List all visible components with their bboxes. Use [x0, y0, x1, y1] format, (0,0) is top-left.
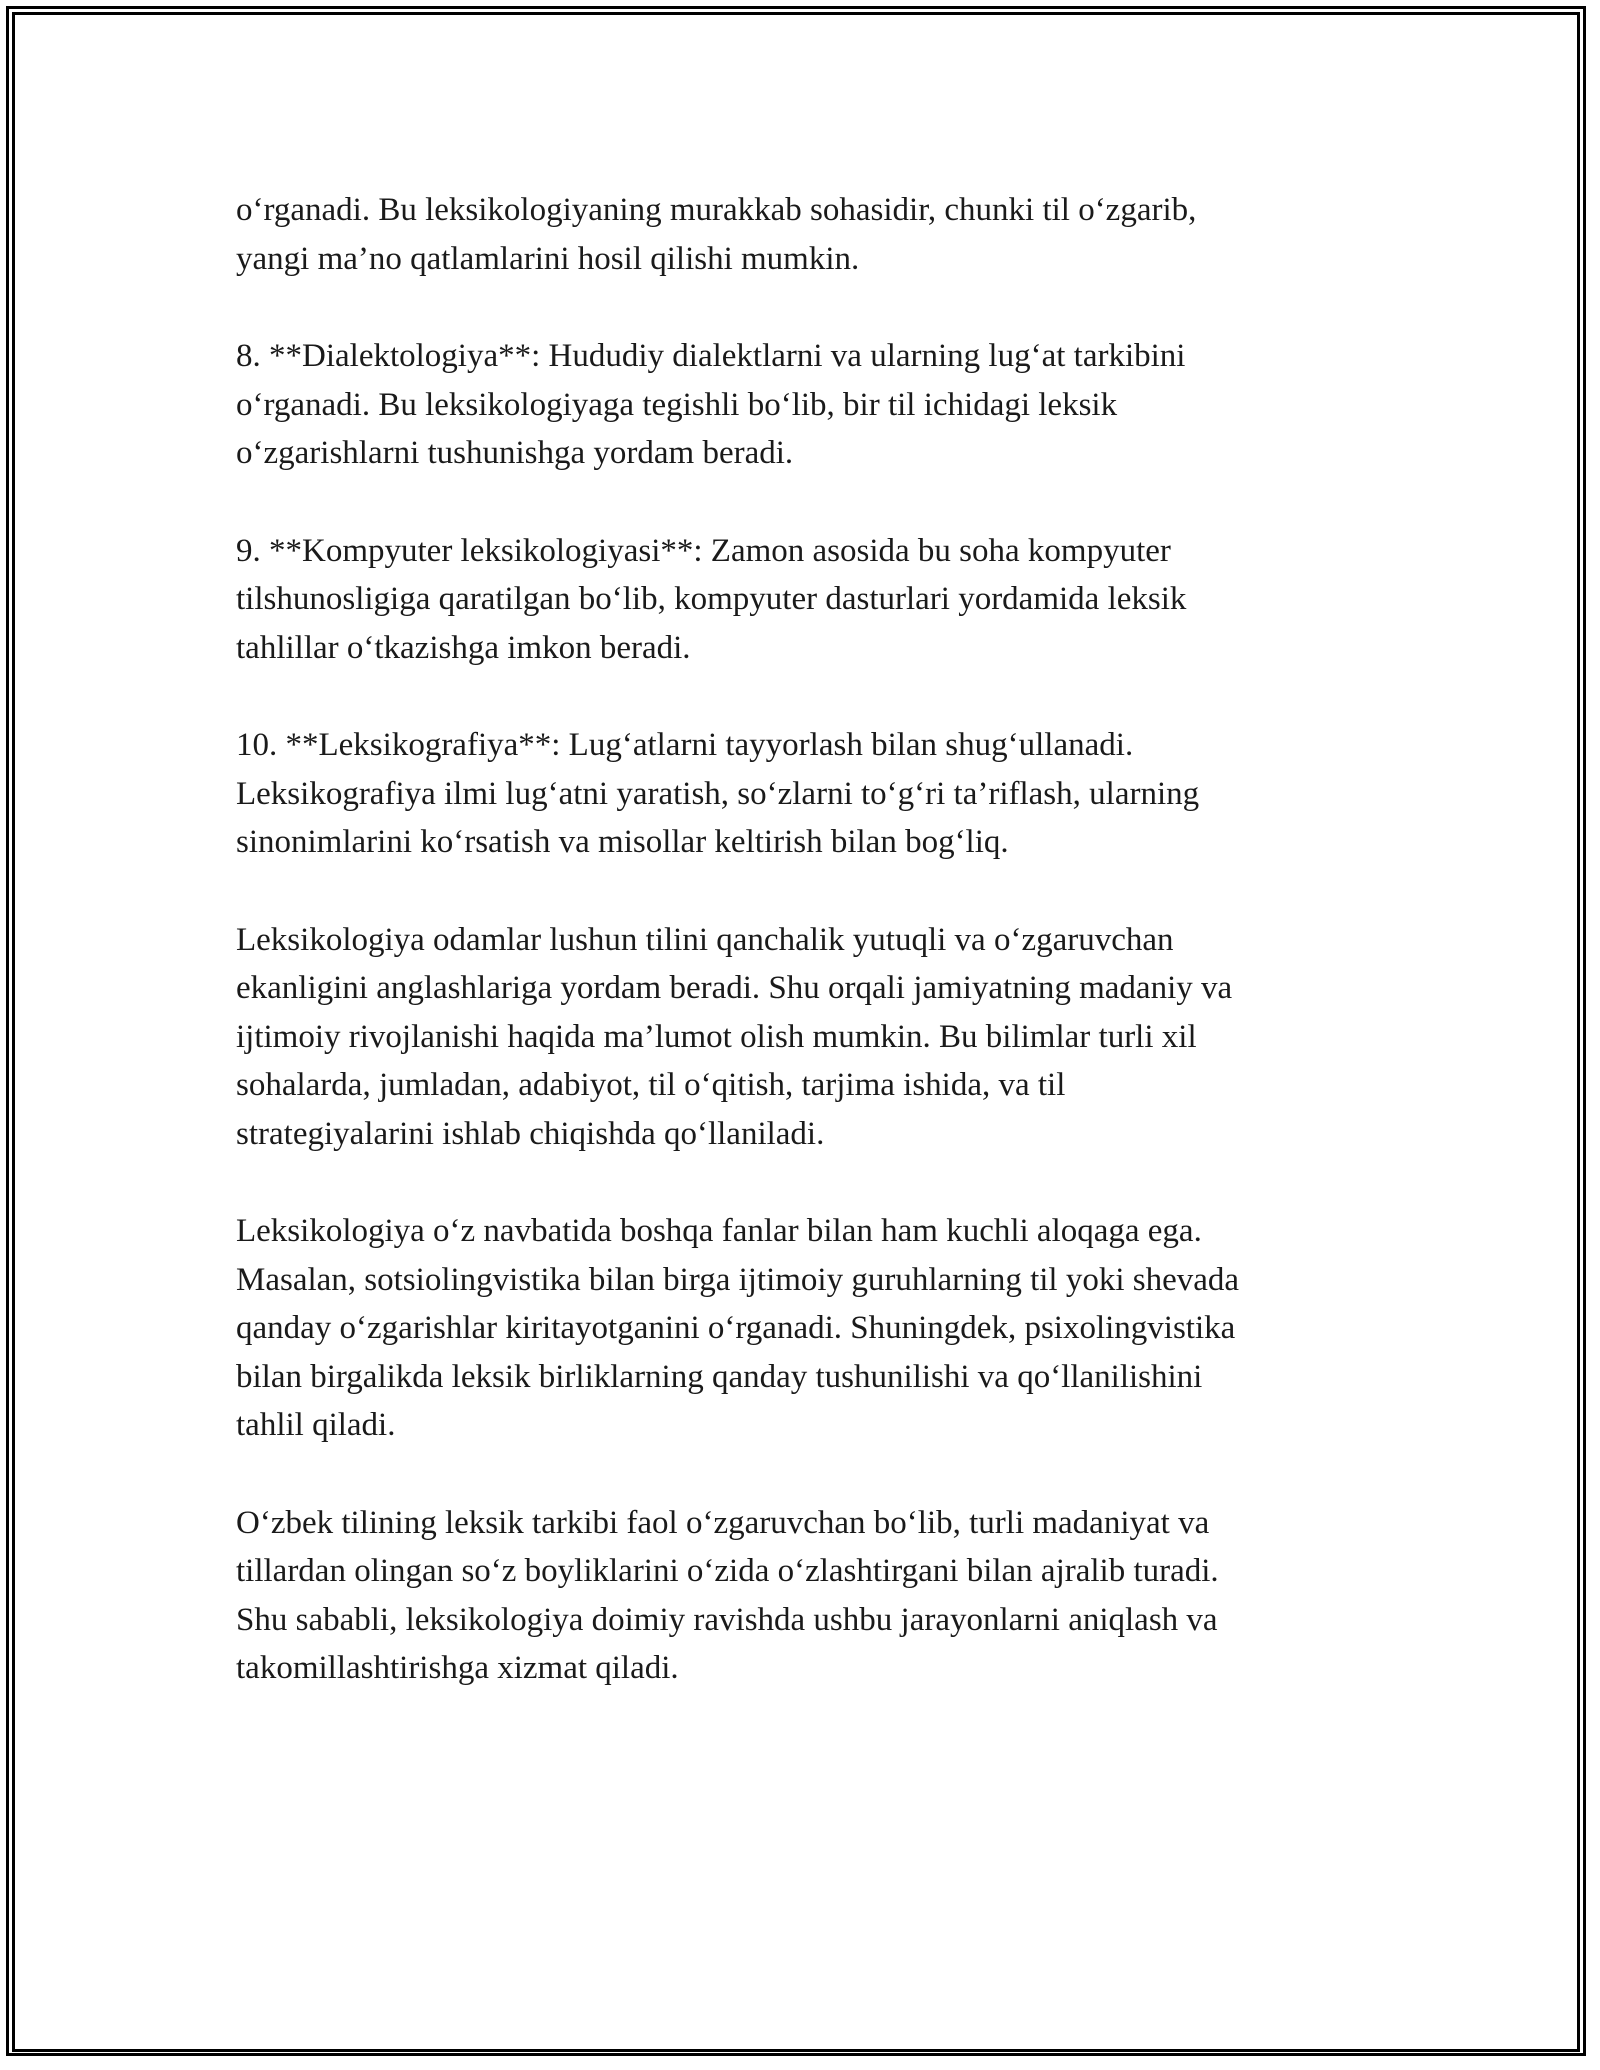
text-line: 10. **Leksikografiya**: Lug‘atlarni tayyorlash bilan shug‘ullanadi.	[236, 727, 1134, 763]
text-line: ekanligini anglashlariga yordam beradi. Shu orqali jamiyatning madaniy va	[236, 970, 1233, 1006]
text-line: Leksikologiya odamlar lushun tilini qanchalik yutuqli va o‘zgaruvchan	[236, 921, 1174, 958]
document-body	[236, 186, 1366, 1742]
text-line: Masalan, sotsiolingvistika bilan birga ijtimoiy guruhlarning til yoki shevada	[236, 1261, 1240, 1298]
text-line: sinonimlarini ko‘rsatish va misollar keltirish bilan bog‘liq.	[236, 824, 1009, 860]
text-line: ijtimoiy rivojlanishi haqida ma’lumot olish mumkin. Bu bilimlar turli xil	[236, 1018, 1197, 1055]
text-line: tahlillar o‘tkazishga imkon beradi.	[236, 629, 691, 666]
paragraph-continuation	[236, 186, 1366, 283]
text-line: qanday o‘zgarishlar kiritayotganini o‘rganadi. Shuningdek, psixolingvistika	[236, 1310, 1236, 1346]
text-line: 8. **Dialektologiya**: Hududiy dialektlarni va ularning lug‘at tarkibini	[236, 338, 1186, 374]
text-line: Leksikografiya ilmi lug‘atni yaratish, so‘zlarni to‘g‘ri ta’riflash, ularning	[236, 775, 1200, 812]
paragraph-conclusion	[236, 1499, 1366, 1693]
text-line: bilan birgalikda leksik birliklarning qanday tushunilishi va qo‘llanilishini	[236, 1358, 1203, 1395]
text-line: Leksikologiya o‘z navbatida boshqa fanlar bilan ham kuchli aloqaga ega.	[236, 1213, 1202, 1249]
paragraph-item-10	[236, 721, 1366, 867]
text-line: Shu sababli, leksikologiya doimiy ravishda ushbu jarayonlarni aniqlash va	[236, 1601, 1218, 1638]
paragraph-item-8	[236, 332, 1366, 478]
text-line: strategiyalarini ishlab chiqishda qo‘llaniladi.	[236, 1115, 825, 1152]
text-line: takomillashtirishga xizmat qiladi.	[236, 1650, 679, 1686]
text-line: O‘zbek tilining leksik tarkibi faol o‘zgaruvchan bo‘lib, turli madaniyat va	[236, 1504, 1210, 1541]
text-line: 9. **Kompyuter leksikologiyasi**: Zamon asosida bu soha kompyuter	[236, 532, 1171, 569]
paragraph-summary	[236, 916, 1366, 1159]
paragraph-interdisciplinary	[236, 1207, 1366, 1450]
text-line: yangi ma’no qatlamlarini hosil qilishi mumkin.	[236, 240, 860, 277]
text-line: tilshunosligiga qaratilgan bo‘lib, kompyuter dasturlari yordamida leksik	[236, 581, 1187, 617]
text-line: tillardan olingan so‘z boyliklarini o‘zida o‘zlashtirgani bilan ajralib turadi.	[236, 1553, 1219, 1589]
text-line: o‘rganadi. Bu leksikologiyaga tegishli bo‘lib, bir til ichidagi leksik	[236, 386, 1118, 423]
text-line: o‘zgarishlarni tushunishga yordam beradi.	[236, 435, 794, 471]
text-line: o‘rganadi. Bu leksikologiyaning murakkab sohasidir, chunki til o‘zgarib,	[236, 192, 1197, 228]
text-line: tahlil qiladi.	[236, 1407, 396, 1443]
text-line: sohalarda, jumladan, adabiyot, til o‘qitish, tarjima ishida, va til	[236, 1067, 1066, 1103]
paragraph-item-9	[236, 527, 1366, 673]
